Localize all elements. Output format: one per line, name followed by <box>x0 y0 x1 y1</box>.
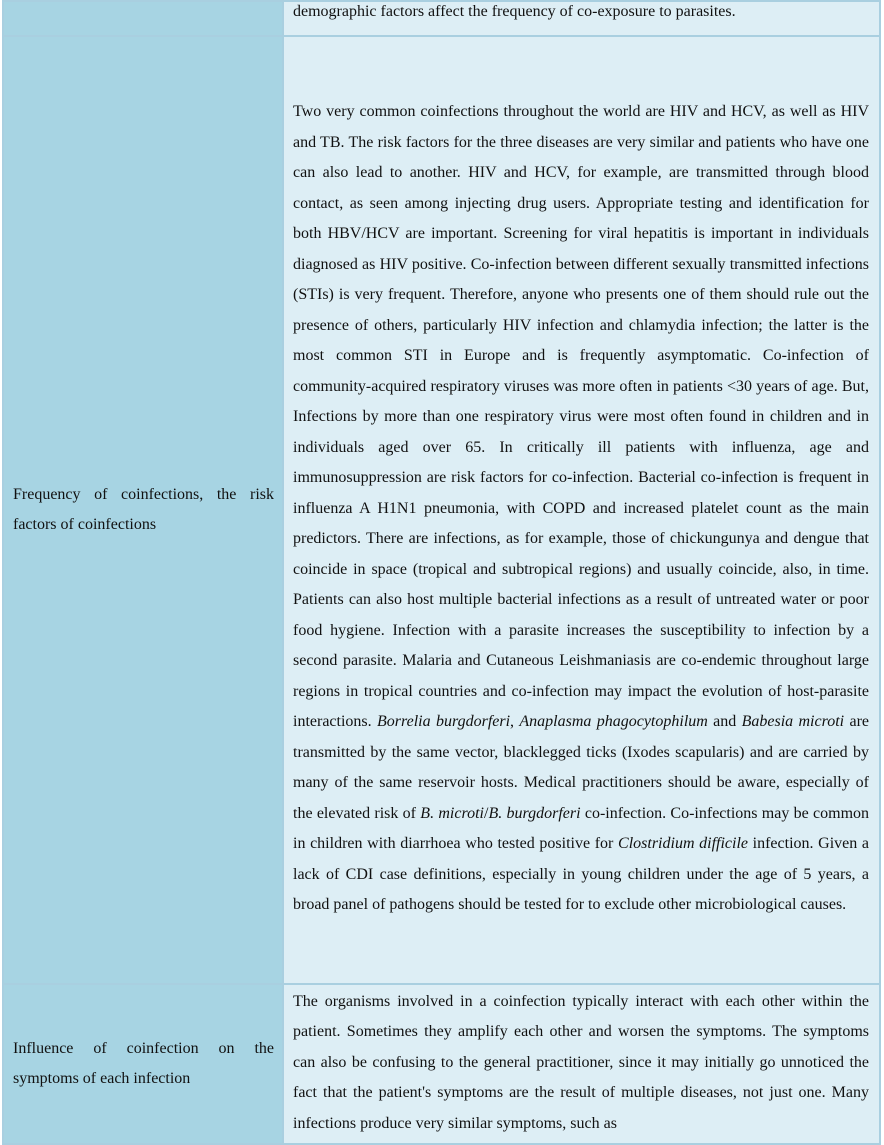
row-label-cell <box>3 1 283 36</box>
coinfection-table <box>2 0 881 1145</box>
text-segment: demographic factors affect the frequency of co-exposure to parasites. <box>293 3 736 20</box>
italic-text-segment: Babesia microti <box>741 713 845 731</box>
text-segment: , <box>510 713 520 731</box>
text-segment: and <box>707 713 742 731</box>
row-label: Frequency of coinfections, the risk factors of coinfections <box>13 485 274 533</box>
table-row <box>3 36 880 984</box>
text-segment: Two very common coinfections throughout the world are HIV and HCV, as well as HIV and TB. The risk factors for the three diseases are very similar and patients who have one can also lead to another. HIV and HCV, for example, are transmitted through blood contact, as seen among injecting drug users. Appropriate testing and identification for both HBV/HCV are important. Screening for viral hepatitis is important in individuals diagnosed as HIV positive. Co-infection between different sexually transmitted infections (STIs) is very frequent. Therefore, anyone who presents one of them should rule out the presence of others, particularly HIV infection and chlamydia infection; the latter is the most common STI in Europe and is frequently asymptomatic. Co-infection of community-acquired respiratory viruses was more often in patients <30 years of age. But, Infections by more than one respiratory virus were most often found in children and in individuals aged over 65. In critically ill patients with influenza, age and immunosuppression are risk factors for co-infection. Bacterial co-infection is frequent in influenza A H1N1 pneumonia, with COPD and increased platelet count as the main predictors. There are infections, as for example, those of chickungunya and dengue that coincide in space (tropical and subtropical regions) and usually coincide, also, in time. Patients can also host multiple bacterial infections as a result of untreated water or poor food hygiene. Infection with a parasite increases the susceptibility to infection by a second parasite. Malaria and Cutaneous Leishmaniasis are co-endemic throughout large regions in tropical countries and co-infection may impact the evolution of host-parasite interactions. <box>293 103 869 731</box>
row-label-cell <box>3 36 283 984</box>
row-label-cell <box>3 984 283 1144</box>
row-label: Influence of coinfection on the symptoms of each infection <box>13 1039 274 1087</box>
row-content-cell <box>283 36 880 984</box>
text-segment: infection. Given a lack of CDI case definitions, especially in young children under the age of 5 years, a broad panel of pathogens should be tested for to exclude other microbiological causes. <box>293 835 870 914</box>
text-segment: / <box>483 804 489 822</box>
italic-text-segment: Clostridium difficile <box>618 835 749 853</box>
table-row <box>3 1 880 36</box>
row-content <box>284 987 879 1140</box>
italic-text-segment: Anaplasma phagocytophilum <box>519 713 708 731</box>
text-segment: co-infection. Co-infections may be common in children with diarrhoea who tested positive for <box>293 804 870 853</box>
row-content <box>284 0 879 27</box>
italic-text-segment: Borrelia burgdorferi <box>376 713 511 731</box>
row-content-cell <box>283 1 880 36</box>
italic-text-segment: B. burgdorferi <box>488 804 581 822</box>
row-content <box>284 97 879 921</box>
text-segment: are transmitted by the same vector, blacklegged ticks (Ixodes scapularis) and are carried by many of the same reservoir hosts. Medical practitioners should be aware, especially of the elevated risk of <box>293 713 869 822</box>
row-content-cell <box>283 984 880 1144</box>
table-row <box>3 984 880 1144</box>
italic-text-segment: B. microti <box>420 804 484 822</box>
text-segment: The organisms involved in a coinfection typically interact with each other within the patient. Sometimes they amplify each other and worsen the symptoms. The symptoms can also be confusing to the general practitioner, since it may initially go unnoticed the fact that the patient's symptoms are the result of multiple diseases, not just one. Many infections produce very similar symptoms, such as <box>293 992 869 1132</box>
